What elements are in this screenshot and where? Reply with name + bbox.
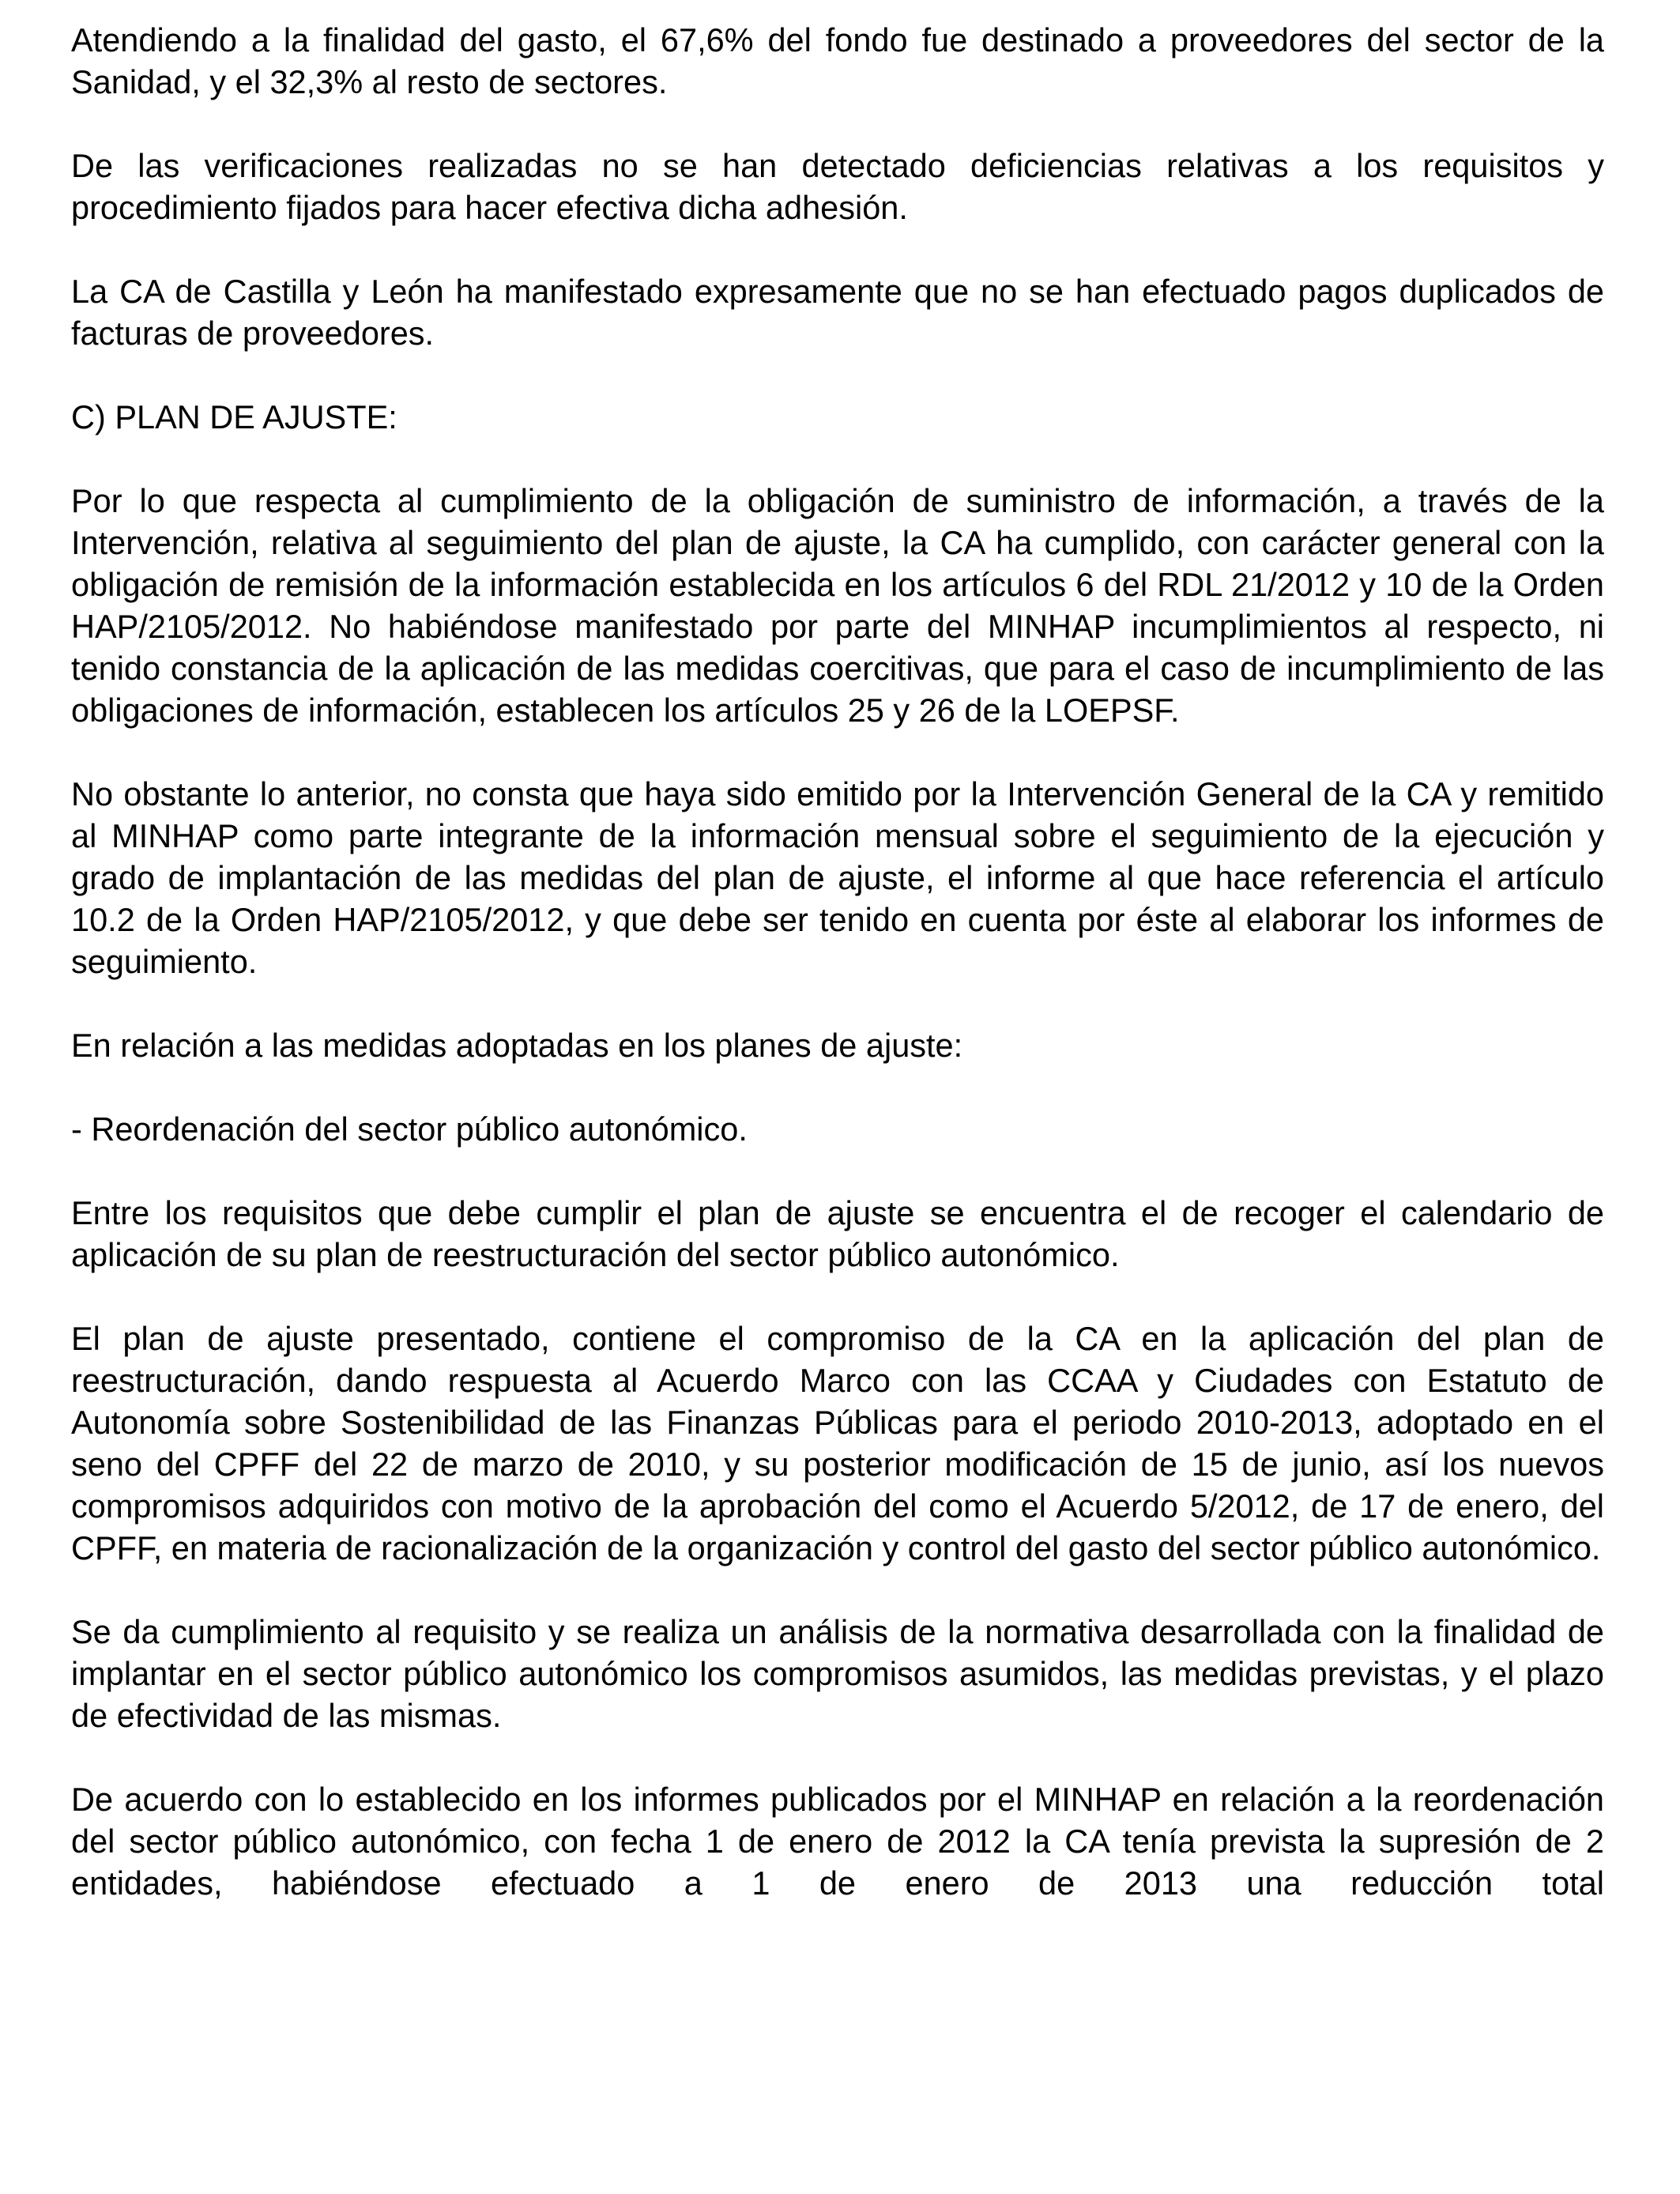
paragraph-suministro-informacion: Por lo que respecta al cumplimiento de la obligación de suministro de información, a través de la Intervención, relativa al seguimiento del plan de ajuste, la CA ha cumplido, con carácter general con la obligación de remisión de la información establecida en los artículos 6 del RDL 21/2012 y 10 de la Orden HAP/2105/2012. No habiéndose manifestado por parte del MINHAP incumplimientos al respecto, ni tenido constancia de la aplicación de las medidas coercitivas, que para el caso de incumplimiento de las obligaciones de información, establecen los artículos 25 y 26 de la LOEPSF. [71,482,1604,729]
paragraph-informes-minhap: De acuerdo con lo establecido en los informes publicados por el MINHAP en relación a la reordenación del sector público autonómico, con fecha 1 de enero de 2012 la CA tenía prevista la supresión de 2 entidades, habiéndose efectuado a 1 de enero de 2013 una reducción total [71,1781,1604,1902]
paragraph-cumplimiento-requisito: Se da cumplimiento al requisito y se realiza un análisis de la normativa desarrollada con la finalidad de implantar en el sector público autonómico los compromisos asumidos, las medidas previstas, y el plazo de efectividad de las mismas. [71,1613,1604,1734]
paragraph-pagos-duplicados: La CA de Castilla y León ha manifestado expresamente que no se han efectuado pagos duplicados de facturas de proveedores. [71,273,1604,352]
paragraph-no-obstante: No obstante lo anterior, no consta que haya sido emitido por la Intervención General de la CA y remitido al MINHAP como parte integrante de la información mensual sobre el seguimiento de la ejecución y grado de implantación de las medidas del plan de ajuste, el informe al que hace referencia el artículo 10.2 de la Orden HAP/2105/2012, y que debe ser tenido en cuenta por éste al elaborar los informes de seguimiento. [71,775,1604,980]
paragraph-finalidad-gasto: Atendiendo a la finalidad del gasto, el 67,6% del fondo fue destinado a proveedores del sector de la Sanidad, y el 32,3% al resto de sectores. [71,21,1604,100]
paragraph-plan-presentado: El plan de ajuste presentado, contiene el compromiso de la CA en la aplicación del plan de reestructuración, dando respuesta al Acuerdo Marco con las CCAA y Ciudades con Estatuto de Autonomía sobre Sostenibilidad de las Finanzas Públicas para el periodo 2010-2013, adoptado en el seno del CPFF del 22 de marzo de 2010, y su posterior modificación de 15 de junio, así los nuevos compromisos adquiridos con motivo de la aprobación del como el Acuerdo 5/2012, de 17 de enero, del CPFF, en materia de racionalización de la organización y control del gasto del sector público autonómico. [71,1320,1604,1566]
list-item-reordenacion: - Reordenación del sector público autonómico. [71,1110,748,1148]
section-heading-plan-ajuste: C) PLAN DE AJUSTE: [71,398,397,435]
paragraph-medidas-adoptadas: En relación a las medidas adoptadas en los planes de ajuste: [71,1027,963,1064]
paragraph-requisitos-plan: Entre los requisitos que debe cumplir el plan de ajuste se encuentra el de recoger el calendario de aplicación de su plan de reestructuración del sector público autonómico. [71,1194,1604,1273]
document-page [71,19,1604,1904]
paragraph-verificaciones: De las verificaciones realizadas no se han detectado deficiencias relativas a los requisitos y procedimiento fijados para hacer efectiva dicha adhesión. [71,147,1604,226]
